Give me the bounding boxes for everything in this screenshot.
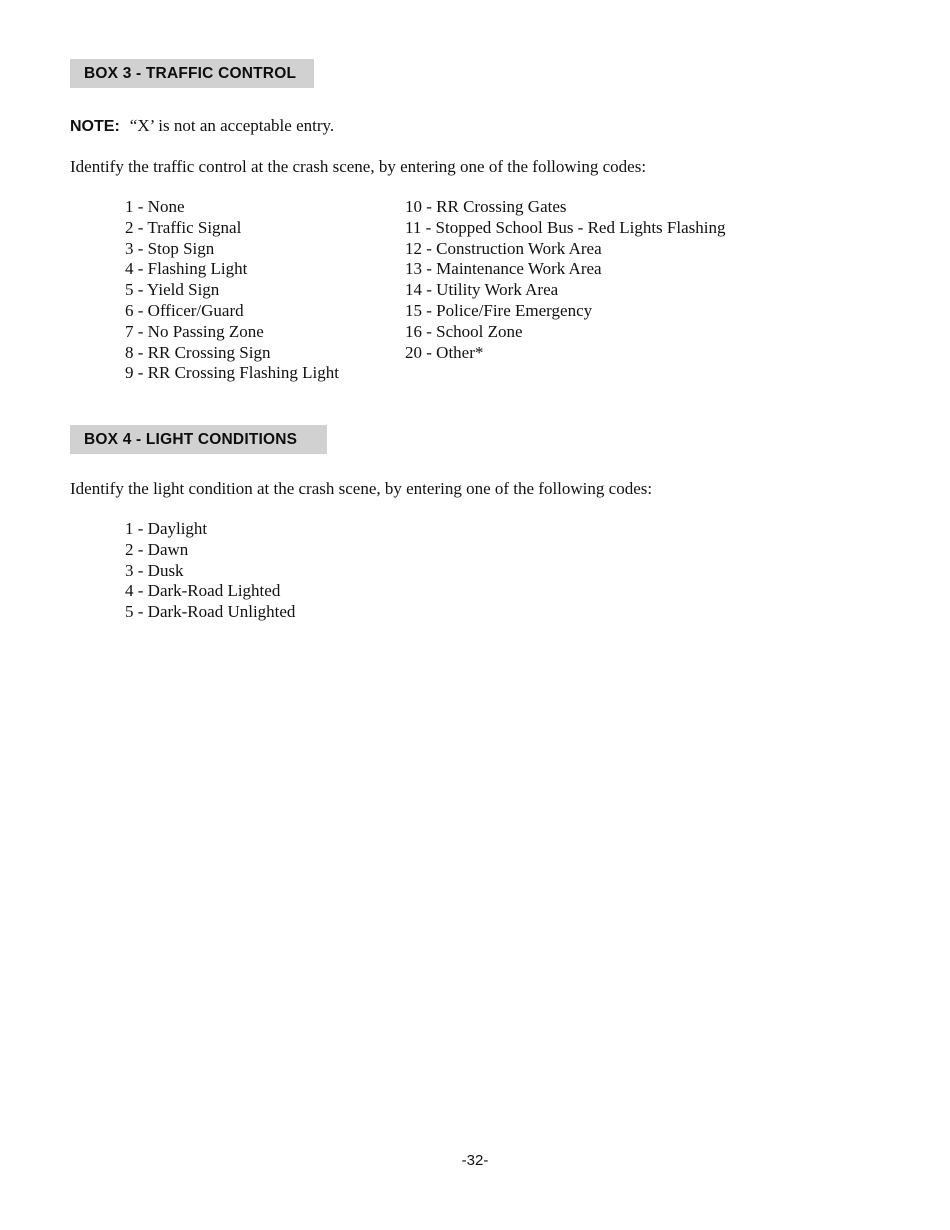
list-item: 4 - Flashing Light: [125, 259, 248, 279]
code-list-box3-right: [405, 197, 726, 363]
list-item: 3 - Stop Sign: [125, 238, 215, 258]
list-item: 12 - Construction Work Area: [405, 238, 602, 258]
list-item: 5 - Yield Sign: [125, 280, 220, 300]
note-label: NOTE:: [70, 118, 120, 135]
list-item: 4 - Dark-Road Lighted: [125, 581, 281, 601]
list-item: 2 - Traffic Signal: [125, 217, 242, 237]
list-item: 3 - Dusk: [125, 560, 184, 580]
list-item: 15 - Police/Fire Emergency: [405, 300, 593, 320]
code-list-box3-left: [125, 197, 339, 384]
list-item: 1 - None: [125, 197, 185, 216]
list-item: 10 - RR Crossing Gates: [405, 197, 567, 216]
list-item: 14 - Utility Work Area: [405, 280, 559, 300]
intro-paragraph-box3: Identify the traffic control at the crash scene, by entering one of the following codes:: [70, 157, 647, 176]
section-header-box4: [70, 425, 327, 454]
note-text: “X’ is not an acceptable entry.: [129, 116, 335, 135]
list-item: 6 - Officer/Guard: [125, 300, 244, 320]
list-item: 9 - RR Crossing Flashing Light: [125, 363, 339, 383]
list-item: 7 - No Passing Zone: [125, 321, 264, 341]
list-item: 16 - School Zone: [405, 321, 523, 341]
list-item: 1 - Daylight: [125, 519, 208, 538]
note-line: [70, 115, 334, 137]
section-header-box4-label: BOX 4 - LIGHT CONDITIONS: [84, 430, 298, 448]
list-item: 8 - RR Crossing Sign: [125, 342, 271, 362]
list-item: 5 - Dark-Road Unlighted: [125, 602, 296, 622]
list-item: 2 - Dawn: [125, 539, 189, 559]
page-number: -32-: [461, 1152, 489, 1169]
code-list-box4: [125, 519, 295, 623]
list-item: 20 - Other*: [405, 342, 484, 362]
section-header-box3: [70, 59, 314, 88]
list-item: 11 - Stopped School Bus - Red Lights Flashing: [405, 217, 726, 237]
intro-paragraph-box4: Identify the light condition at the crash scene, by entering one of the following codes:: [70, 479, 653, 498]
list-item: 13 - Maintenance Work Area: [405, 259, 602, 279]
section-header-box3-label: BOX 3 - TRAFFIC CONTROL: [84, 64, 297, 82]
